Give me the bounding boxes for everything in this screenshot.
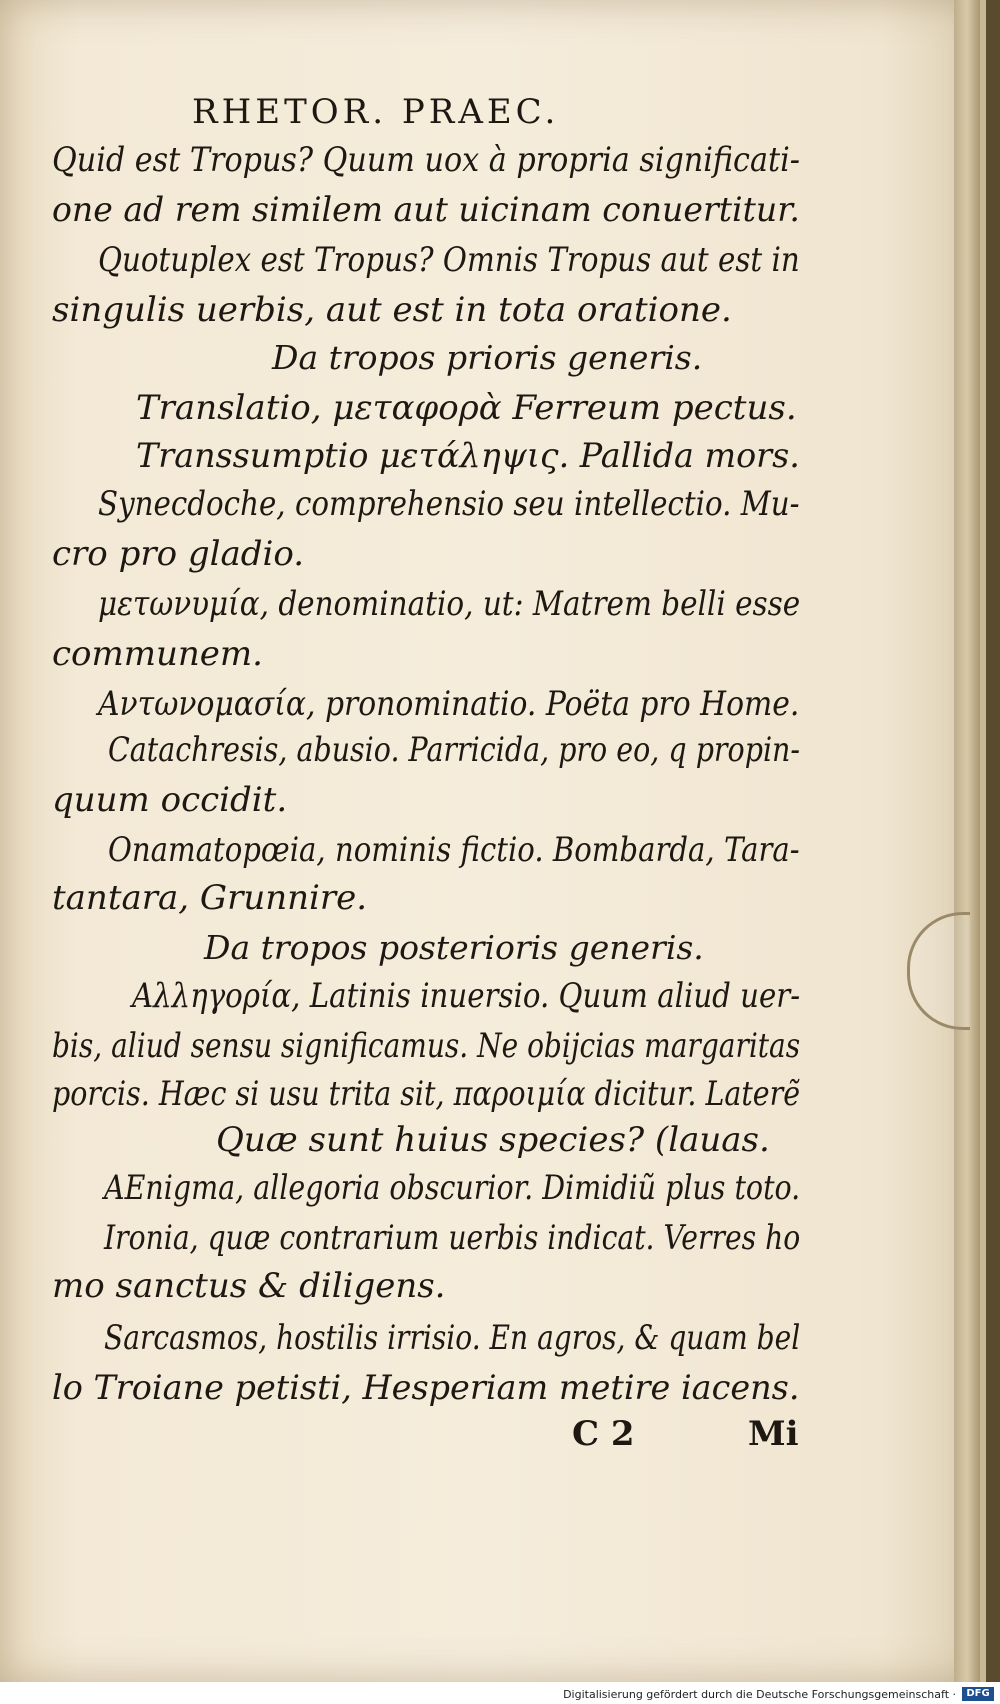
text-line: quum occidit. (52, 780, 288, 820)
text-line: Transsumptio μετάληψις. Pallida mors. (136, 436, 800, 476)
text-line: mo sanctus & diligens. (52, 1266, 446, 1306)
text-line: cro pro gladio. (52, 534, 305, 574)
text-line: Synecdoche, comprehensio seu intellectio. Mu- (98, 484, 800, 524)
text-line: Quotuplex est Tropus? Omnis Tropus aut est in (98, 240, 800, 280)
text-line: Catachresis, abusio. Parricida, pro eo, q propin- (108, 730, 801, 770)
running-header: RHETOR. PRAEC. (192, 92, 560, 132)
text-line: Quæ sunt huius species? (lauas. (216, 1120, 770, 1160)
dfg-logo: DFG (962, 1687, 994, 1701)
text-line: one ad rem similem aut uicinam conuertitur. (52, 190, 800, 230)
text-line: Translatio, μεταφορὰ Ferreum pectus. (136, 388, 797, 428)
text-line: μετωνυμία, denominatio, ut: Matrem belli esse (98, 584, 801, 624)
text-line: bis, aliud sensu significamus. Ne obijcias margaritas (52, 1026, 801, 1066)
section-heading: Da tropos posterioris generis. (204, 928, 704, 967)
text-line: Ironia, quæ contrarium uerbis indicat. Verres ho (104, 1218, 801, 1258)
text-line: AEnigma, allegoria obscurior. Dimidiũ plus toto. (104, 1168, 801, 1208)
text-line: porcis. Hæc si usu trita sit, παροιμία dicitur. Laterẽ (52, 1074, 801, 1114)
footer-bar (0, 1682, 1000, 1704)
text-line: Αλληγορία, Latinis inuersio. Quum aliud uer- (132, 976, 801, 1016)
signature-mark: C 2 (572, 1414, 635, 1454)
digitization-credit: Digitalisierung gefördert durch die Deutsche Forschungsgemeinschaft · (563, 1688, 956, 1701)
text-line: tantara, Grunnire. (52, 878, 368, 918)
text-line: Onamatopœia, nominis fictio. Bombarda, Tara- (108, 830, 800, 870)
text-line: lo Troiane petisti, Hesperiam metire iacens. (52, 1368, 800, 1408)
section-heading: Da tropos prioris generis. (272, 338, 703, 377)
catchword: Mi (748, 1414, 799, 1454)
text-line: communem. (52, 634, 263, 674)
text-line: Αντωνομασία, pronominatio. Poëta pro Home. (98, 684, 800, 724)
text-line: Sarcasmos, hostilis irrisio. En agros, & quam bel (104, 1318, 801, 1358)
text-line: singulis uerbis, aut est in tota oratione. (52, 290, 732, 330)
text-line: Quid est Tropus? Quum uox à propria significati- (52, 140, 800, 180)
